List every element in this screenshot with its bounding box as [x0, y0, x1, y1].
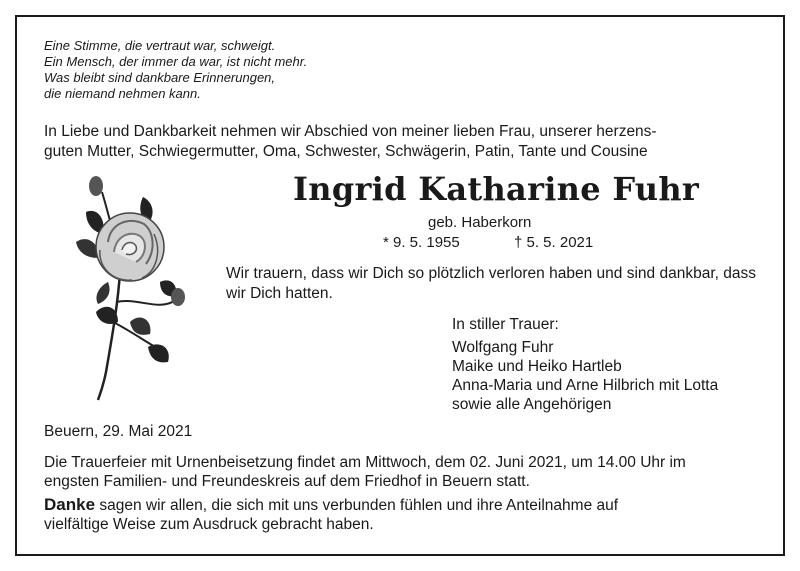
- mourners-label: In stiller Trauer:: [452, 316, 559, 333]
- mourner-name: Maike und Heiko Hartleb: [452, 358, 622, 375]
- mourner-name: sowie alle Angehörigen: [452, 396, 612, 413]
- funeral-line: engsten Familien- und Freundeskreis auf dem Friedhof in Beuern statt.: [44, 473, 530, 490]
- death-date: † 5. 5. 2021: [514, 234, 594, 251]
- funeral-notice: [44, 453, 686, 491]
- mourning-text: Wir trauern, dass wir Dich so plötzlich verloren haben und sind dankbar, dass wir Dich hatten.: [226, 265, 756, 302]
- thanks-line-rest: sagen wir allen, die sich mit uns verbunden fühlen und ihre Anteilnahme auf: [95, 497, 619, 514]
- birth-date: * 9. 5. 1955: [383, 234, 460, 251]
- mourners-list: [452, 315, 718, 414]
- poem-line: Ein Mensch, der immer da war, ist nicht mehr.: [44, 54, 308, 69]
- poem-line: die niemand nehmen kann.: [44, 86, 201, 101]
- mourner-name: Anna-Maria und Arne Hilbrich mit Lotta: [452, 377, 719, 394]
- rose-illustration-icon: [58, 172, 198, 402]
- thanks-bold-word: Danke: [44, 495, 96, 514]
- thanks-notice: [44, 495, 618, 534]
- maiden-name: geb. Haberkorn: [428, 214, 532, 231]
- poem-line: Eine Stimme, die vertraut war, schweigt.: [44, 38, 276, 53]
- mourner-name: Wolfgang Fuhr: [452, 339, 554, 356]
- intro-line: In Liebe und Dankbarkeit nehmen wir Abschied von meiner lieben Frau, unserer herzens-: [44, 123, 657, 140]
- poem: [44, 38, 307, 102]
- intro-line: guten Mutter, Schwiegermutter, Oma, Schwester, Schwägerin, Patin, Tante und Cousine: [44, 143, 648, 160]
- thanks-line: vielfältige Weise zum Ausdruck gebracht haben.: [44, 516, 374, 533]
- intro-text: [44, 122, 657, 162]
- poem-line: Was bleibt sind dankbare Erinnerungen,: [44, 70, 276, 85]
- funeral-line: Die Trauerfeier mit Urnenbeisetzung findet am Mittwoch, dem 02. Juni 2021, um 14.00 Uhr im: [44, 454, 686, 471]
- place-date: Beuern, 29. Mai 2021: [44, 423, 193, 440]
- deceased-name: Ingrid Katharine Fuhr: [293, 170, 700, 208]
